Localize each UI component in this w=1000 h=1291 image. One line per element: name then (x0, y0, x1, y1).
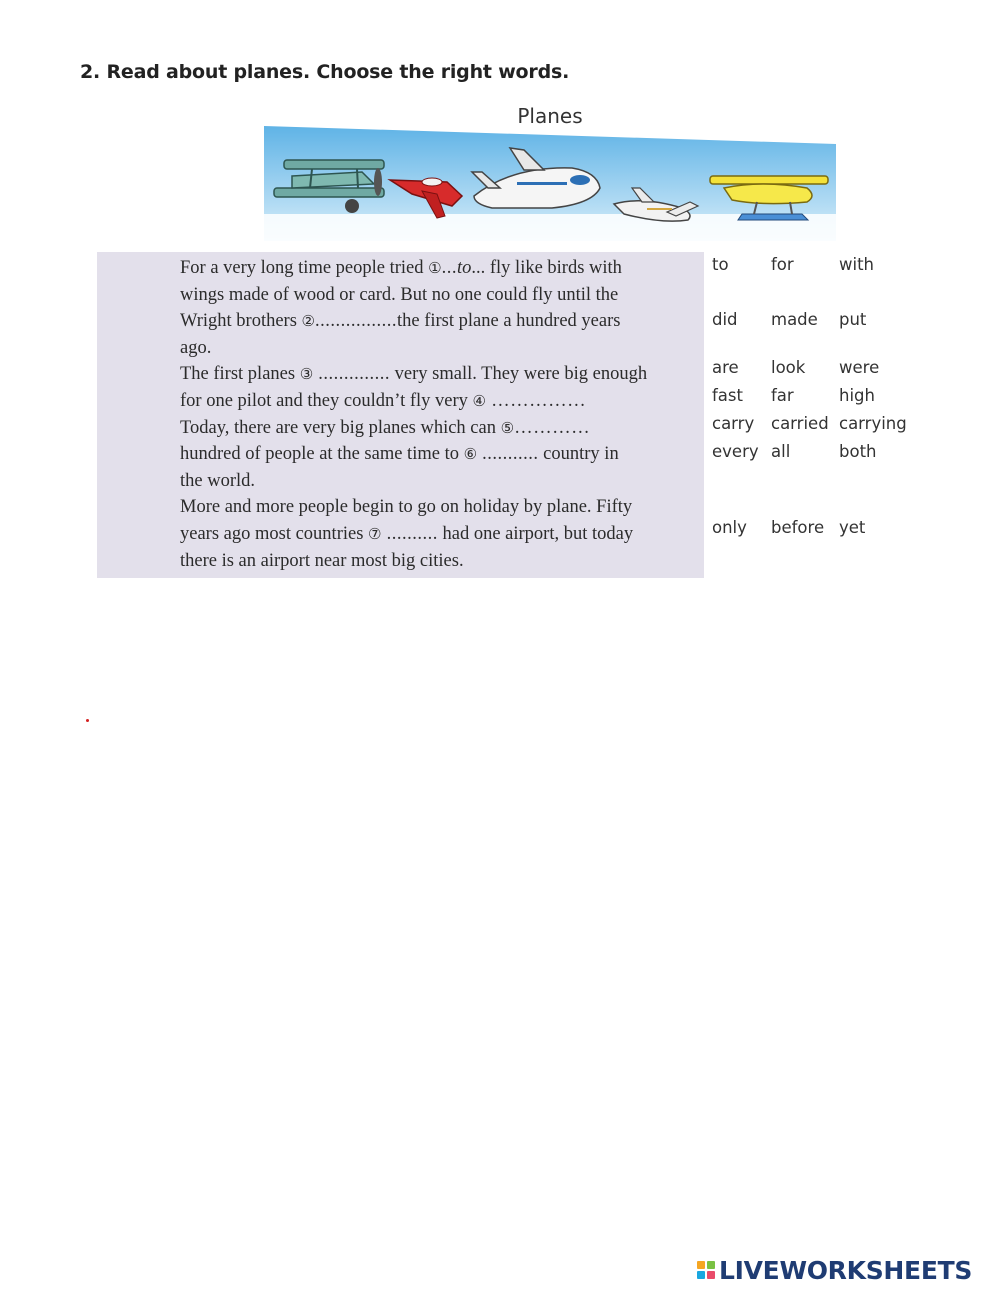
passage-line (180, 468, 700, 495)
passage-text: ... fly like birds with (471, 258, 622, 278)
passage-line (180, 441, 700, 468)
word-option: are (712, 358, 739, 377)
passage-text: The first planes (180, 364, 300, 385)
word-option: every (712, 442, 759, 461)
answer-blank[interactable]: .............. (313, 364, 391, 385)
word-option: made (771, 310, 818, 329)
answer-blank[interactable]: .......... (381, 523, 438, 544)
answer-blank[interactable]: ................ (315, 311, 397, 332)
passage-line (180, 361, 700, 388)
red-dot-mark (86, 719, 89, 722)
passage-line (180, 308, 700, 335)
blank-number: ① (428, 259, 442, 277)
blank-number: ② (301, 312, 315, 331)
answer-blank[interactable]: ........... (477, 444, 539, 465)
word-option: high (839, 386, 875, 405)
word-option: all (771, 442, 791, 461)
passage-line (180, 494, 700, 521)
example-answer: to (456, 258, 472, 278)
planes-illustration (262, 96, 838, 241)
logo-text: LIVEWORKSHEETS (719, 1255, 973, 1285)
logo-icon (697, 1261, 715, 1279)
word-option: both (839, 442, 877, 461)
liveworksheets-logo (697, 1255, 972, 1285)
answer-blank[interactable]: ………… (514, 417, 591, 438)
word-option: carry (712, 414, 755, 433)
word-option: for (771, 255, 794, 274)
passage-text: wings made of wood or card. But no one could fly until the (180, 284, 619, 305)
blank-number: ④ (472, 391, 486, 410)
blank-number: ⑥ (463, 445, 478, 464)
logo-block (697, 1271, 705, 1279)
passage-line (180, 521, 700, 548)
exercise-heading: 2. Read about planes. Choose the right words. (80, 61, 570, 83)
word-option: yet (839, 518, 866, 537)
word-option: carrying (839, 414, 907, 433)
logo-block (707, 1271, 715, 1279)
passage-line (180, 548, 700, 575)
passage-text: years ago most countries (180, 523, 369, 544)
passage-line (180, 255, 700, 282)
word-option: to (712, 255, 729, 274)
passage-text: hundred of people at the same time to (180, 444, 464, 465)
passage-text: More and more people begin to go on holiday by plane. Fifty (180, 497, 633, 518)
passage-text: the first plane a hundred years (397, 311, 621, 332)
passage-text: Today, there are very big planes which can (180, 417, 501, 438)
passage-line (180, 415, 700, 442)
word-option: with (839, 255, 875, 274)
passage-text: ago. (180, 337, 212, 358)
banner-title: Planes (517, 104, 583, 128)
blank-number: ③ (299, 365, 314, 384)
logo-block (707, 1261, 715, 1269)
word-option: look (771, 358, 806, 377)
reading-passage (180, 255, 700, 574)
logo-block (697, 1261, 705, 1269)
passage-line (180, 335, 700, 362)
word-option: carried (771, 414, 829, 433)
word-option: fast (712, 386, 743, 405)
passage-text: country in (538, 444, 619, 465)
passage-text: for one pilot and they couldn’t fly very (180, 390, 473, 411)
passage-line (180, 282, 700, 309)
blank-number: ⑦ (368, 524, 382, 543)
answer-blank[interactable]: ... (441, 258, 457, 278)
word-option: did (712, 310, 738, 329)
passage-text: the world. (180, 470, 256, 491)
passage-text: very small. They were big enough (390, 364, 648, 385)
passage-text: had one airport, but today (437, 523, 634, 544)
blank-number: ⑤ (500, 418, 515, 437)
answer-blank[interactable]: …………… (485, 390, 587, 411)
word-option: put (839, 310, 867, 329)
word-option: far (771, 386, 794, 405)
word-option: before (771, 518, 825, 537)
word-option: only (712, 518, 747, 537)
passage-text: there is an airport near most big cities. (180, 550, 464, 571)
passage-text: Wright brothers (180, 311, 302, 332)
passage-text: For a very long time people tried (180, 258, 429, 278)
passage-line (180, 388, 700, 415)
word-option: were (839, 358, 880, 377)
